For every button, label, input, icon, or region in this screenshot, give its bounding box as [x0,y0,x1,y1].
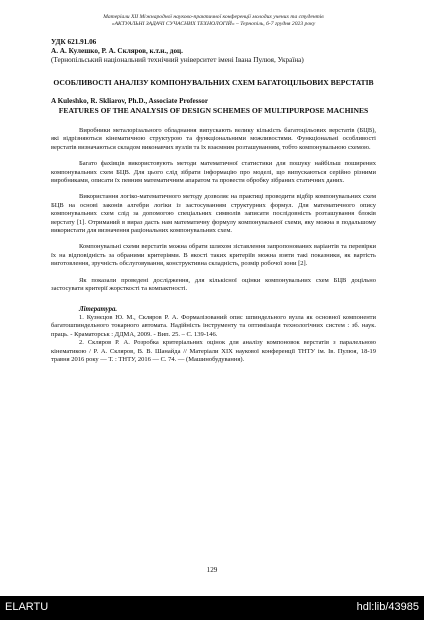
page-number: 129 [206,566,218,574]
paragraph: Виробники металорізального обладнання випускають велику кількість багатоцільових верстатів (БЦВ), які відрізняються кінематичною структурою та функціональними можливостями. Функціональні особливості верстатів визначаються складом виконавчих вузлів та їх взаємним розташуванням, тобто компонувальною схемою. [51,127,376,151]
title-ukrainian: ОСОБЛИВОСТІ АНАЛІЗУ КОМПОНУВАЛЬНИХ СХЕМ БАГАТОЦІЛЬОВИХ ВЕРСТАТІВ [53,78,374,87]
literature-heading: Література. [79,305,118,313]
page-content [51,14,376,364]
title-english: FEATURES OF THE ANALYSIS OF DESIGN SCHEMES OF MULTIPURPOSE MACHINES [58,106,369,115]
paragraph: Компонувальні схеми верстатів можна обрати шляхом зіставлення запропонованих варіантів та перевірки їх на відповідність за обраними критеріями. В якості таких критеріїв можна взяти такі показники, як вартість виготовлення, зручність обслуговування, конструктивна складність, розмір робочої зони [2]. [51,243,376,268]
conference-header [51,14,376,28]
authors-ua: А. А. Кулешко, Р. А. Скляров, к.т.н., доц. [51,47,183,55]
handle-identifier: hdl:lib/43985 [356,601,419,613]
article-body [51,127,376,294]
reference-item: 1. Кузнєцов Ю. М., Скляров Р. А. Формалізований опис шпиндельного вузла як основної компоненти багатошпиндельного токарного автомата. Надійність інструменту та оптимізація технологічних систем : зб. наук. праць. - Краматорськ : ДДМА, 2009. - Вип. 25. – С. 139-146. [51,313,376,338]
paragraph: Багато фахівців використовують методи математичної статистики для пошуку найбільш поширених компонувальних схем БЦВ. Для цього слід зібрати інформацію про моделі, що випускаються серійно різними виробниками, описати їх певним математичним апаратом та провести обробку зібраних статичних даних. [51,160,376,185]
paragraph: Використання логіко-математичного методу дозволяє на практиці проводити відбір компонувальних схем БЦВ на основі законів алгебри логіки із застосуванням структурних формул. Для математичного опису компонувальних схем слід за допомогою спеціальних символів записати послідовність розташування блоків верстату [1]. Отриманий в вираз дасть нам математичну формулу компонувальної схеми, яку можна в подальшому використати для визначення раціональних компонувальних схем. [51,193,376,235]
udc-code: УДК 621.91.06 [51,38,97,46]
header-line-1: Матеріали XII Міжнародної науково-практичної конференції молодих учених та студентів [103,14,324,20]
repository-footer-bar [0,596,424,620]
paragraph: Як показали проведені дослідження, для кількісної оцінки компонувальних схем БЦВ доцільно застосувати критерії жорсткості та компактності. [51,276,376,293]
affiliation: (Тернопільський національний технічний університет імені Івана Пулюя, Україна) [51,56,304,64]
reference-item: 2. Скляров Р. А. Розробка критеріальних оцінок для аналізу компоновок верстатів з паралельною кінематикою / Р. А. Скляров, В. В. Шанайда // Матеріали XIX наукової конференції ТНТУ ім. Ів. Пулюя, 18-19 травня 2016 року — Т. : ТНТУ, 2016 — С. 74. — (Машинобудування). [51,339,376,363]
repository-name: ELARTU [5,601,49,613]
authors-english: A Kuleshko, R. Skliarov, Ph.D., Associate Professor [51,97,209,105]
header-line-2: «АКТУАЛЬНІ ЗАДАЧІ СУЧАСНИХ ТЕХНОЛОГІЙ» – Тернопіль, 6-7 грудня 2023 року [111,21,316,27]
